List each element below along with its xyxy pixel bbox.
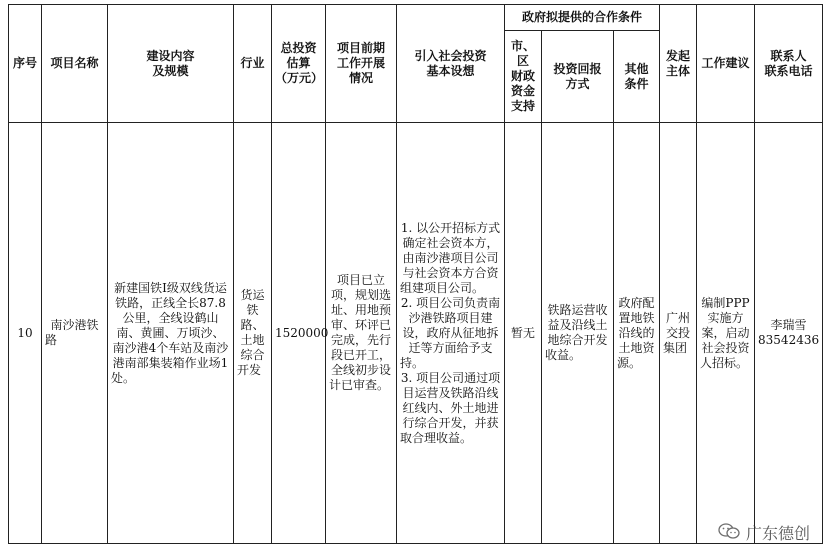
header-invest: 总投资 估算 （万元） (272, 5, 326, 123)
cell-sponsor-text: 广州交投集团 (663, 310, 691, 355)
header-scope: 建设内容 及规模 (108, 5, 234, 123)
header-name: 项目名称 (42, 5, 108, 123)
cell-gov-fund: 暂无 (505, 123, 542, 544)
cell-other (614, 123, 660, 544)
header-advice: 工作建议 (697, 5, 755, 123)
cell-social (397, 123, 505, 544)
cell-name (42, 123, 108, 544)
header-social: 引入社会投资 基本设想 (397, 5, 505, 123)
cell-return-text: 铁路运营收益及沿线土地综合开发收益。 (545, 303, 608, 362)
cell-seq: 10 (9, 123, 42, 544)
header-industry: 行业 (234, 5, 272, 123)
cell-progress (326, 123, 397, 544)
header-sponsor: 发起 主体 (660, 5, 697, 123)
cell-name-text: 南沙港铁路 (45, 318, 99, 347)
header-seq: 序号 (9, 5, 42, 123)
wechat-icon (718, 523, 740, 543)
header-gov-group: 政府拟提供的合作条件 (505, 5, 660, 31)
cell-social-text: 1. 以公开招标方式确定社会资本方，由南沙港项目公司与社会资本方合资组建项目公司。 2. 项目公司负责南沙港铁路项目建设，政府从征地拆迁等方面给予支持。 3. 项目公司通过项目运营及铁路沿线红线内、外土地进行综合开发，并获取合理收益。 (400, 220, 501, 445)
cell-sponsor (660, 123, 697, 544)
header-other: 其他 条件 (614, 31, 660, 123)
project-table (8, 4, 823, 544)
cell-scope (108, 123, 234, 544)
cell-advice (697, 123, 755, 544)
cell-industry-text: 货运铁路、土地综合开发 (237, 288, 265, 377)
watermark (718, 521, 810, 544)
cell-advice-text: 编制PPP实施方案，启动社会投资人招标。 (700, 295, 750, 370)
cell-return (542, 123, 614, 544)
cell-invest: 1520000 (272, 123, 326, 544)
cell-contact: 李瑞雪 83542436 (755, 123, 823, 544)
cell-progress-text: 项目已立项，规划选址、用地预审、环评已完成，先行段已开工，全线初步设计已审查。 (329, 273, 391, 392)
cell-other-text: 政府配置地铁沿线的土地资源。 (617, 295, 655, 370)
header-progress: 项目前期 工作开展 情况 (326, 5, 397, 123)
cell-scope-text: 新建国铁Ⅰ级双线货运铁路，正线全长87.8公里，全线设鹤山南、黄圃、万顷沙、南沙港4个车站及南沙港南部集装箱作业场1处。 (111, 280, 229, 385)
table-row (9, 123, 823, 544)
watermark-text: 广东德创 (745, 524, 810, 543)
header-contact: 联系人 联系电话 (755, 5, 823, 123)
cell-industry (234, 123, 272, 544)
header-gov-fund: 市、区 财政 资金 支持 (505, 31, 542, 123)
header-return: 投资回报 方式 (542, 31, 614, 123)
